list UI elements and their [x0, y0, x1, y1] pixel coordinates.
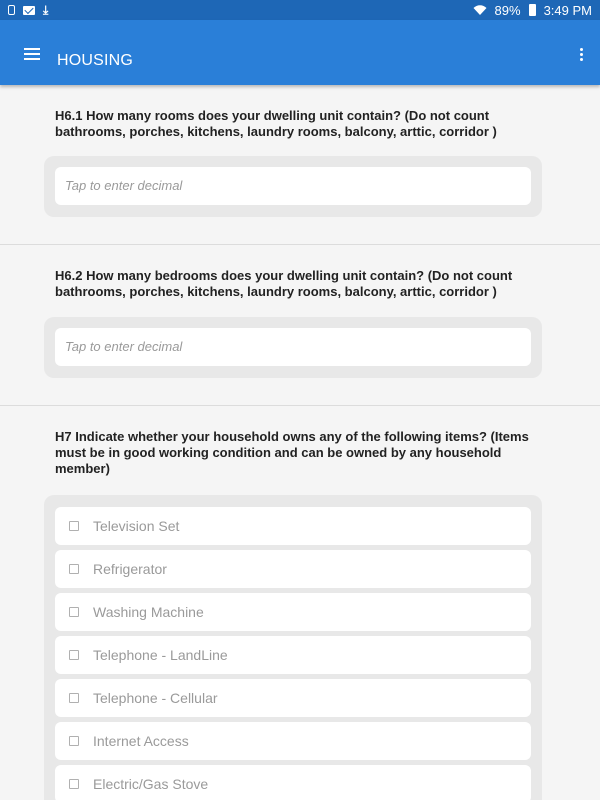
decimal-input[interactable]: Tap to enter decimal: [55, 167, 531, 205]
question-text: H6.1 How many rooms does your dwelling unit contain? (Do not count bathrooms, porches, kitchens, laundry rooms, balcony, arttic, corridor ): [55, 108, 497, 139]
options-container: [44, 495, 542, 800]
question-text: H6.2 How many bedrooms does your dwelling unit contain? (Do not count bathrooms, porches, kitchens, laundry rooms, balcony, arttic, corridor ): [55, 268, 513, 299]
option-label: Internet Access: [93, 733, 189, 749]
option-telephone-cellular[interactable]: [55, 679, 531, 717]
notification-icon: [8, 5, 15, 15]
answer-container: [44, 317, 542, 378]
checkbox-unchecked-icon[interactable]: [69, 650, 79, 660]
option-internet-access[interactable]: [55, 722, 531, 760]
option-telephone-landline[interactable]: [55, 636, 531, 674]
battery-percent: 89%: [494, 2, 521, 18]
checkbox-unchecked-icon[interactable]: [69, 736, 79, 746]
checkbox-unchecked-icon[interactable]: [69, 779, 79, 789]
status-bar-left: [8, 4, 48, 16]
option-television-set[interactable]: [55, 507, 531, 545]
checkbox-unchecked-icon[interactable]: [69, 521, 79, 531]
option-label: Refrigerator: [93, 561, 167, 577]
mail-icon: [23, 6, 35, 15]
option-refrigerator[interactable]: [55, 550, 531, 588]
question-h7: [0, 406, 600, 800]
status-bar-right: [473, 3, 592, 18]
option-label: Telephone - Cellular: [93, 690, 218, 706]
form-content[interactable]: [0, 85, 600, 800]
option-label: Telephone - LandLine: [93, 647, 228, 663]
wifi-icon: [473, 5, 487, 15]
question-h6-1: [0, 85, 600, 245]
answer-container: [44, 156, 542, 217]
battery-icon: [529, 4, 536, 16]
app-bar: [0, 20, 600, 85]
clock: 3:49 PM: [543, 2, 592, 18]
option-label: Electric/Gas Stove: [93, 776, 209, 792]
page-title: HOUSING: [57, 52, 134, 69]
checkbox-unchecked-icon[interactable]: [69, 607, 79, 617]
option-label: Washing Machine: [93, 604, 204, 620]
checkbox-unchecked-icon[interactable]: [69, 693, 79, 703]
download-icon: ⤓: [43, 3, 49, 17]
question-text: H7 Indicate whether your household owns any of the following items? (Items must be in good working condition and can be owned by any household member): [55, 429, 529, 476]
hamburger-menu-icon[interactable]: [24, 48, 40, 60]
option-label: Television Set: [93, 518, 180, 534]
option-electric-gas-stove[interactable]: [55, 765, 531, 800]
checkbox-unchecked-icon[interactable]: [69, 564, 79, 574]
decimal-input[interactable]: Tap to enter decimal: [55, 328, 531, 366]
more-vert-icon[interactable]: [580, 48, 584, 62]
option-washing-machine[interactable]: [55, 593, 531, 631]
status-bar: [0, 0, 600, 20]
question-h6-2: [0, 245, 600, 406]
